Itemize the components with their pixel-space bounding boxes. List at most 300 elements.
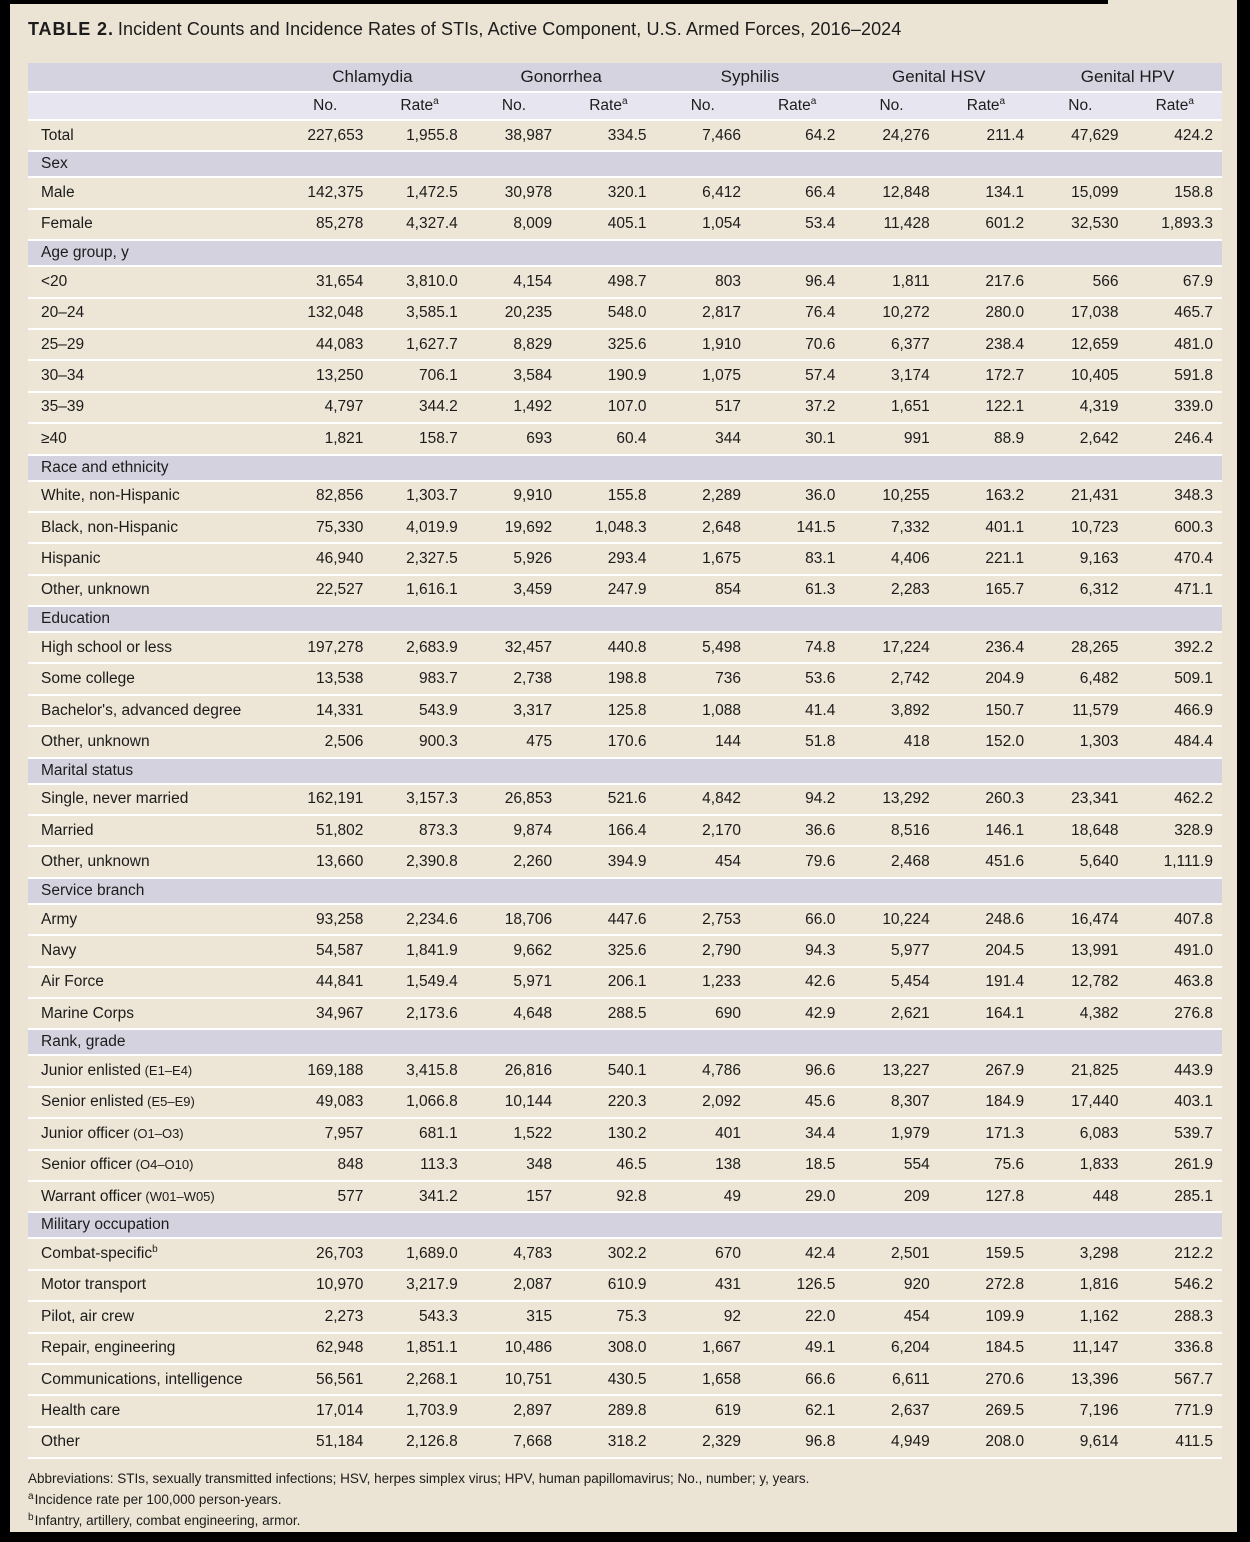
value-cell: 246.4 bbox=[1128, 424, 1222, 455]
value-cell: 1,689.0 bbox=[372, 1239, 466, 1270]
subheader-no: No. bbox=[1033, 93, 1127, 121]
value-cell: 2,170 bbox=[656, 816, 750, 847]
value-cell: 22,527 bbox=[278, 576, 372, 607]
value-cell: 280.0 bbox=[939, 299, 1033, 330]
table-number-label: TABLE 2. bbox=[28, 19, 114, 39]
value-cell: 566 bbox=[1033, 267, 1127, 298]
data-row bbox=[28, 1056, 1222, 1087]
value-cell: 26,703 bbox=[278, 1239, 372, 1270]
value-cell: 62.1 bbox=[750, 1396, 844, 1427]
footnote: $^a$Incidence rate per 100,000 person-years. bbox=[28, 1490, 282, 1508]
value-cell: 4,797 bbox=[278, 393, 372, 424]
value-cell: 1,075 bbox=[656, 361, 750, 392]
value-cell: 34,967 bbox=[278, 999, 372, 1030]
value-cell: 23,341 bbox=[1033, 785, 1127, 816]
value-cell: 2,260 bbox=[467, 847, 561, 878]
value-cell: 454 bbox=[656, 847, 750, 878]
value-cell: 848 bbox=[278, 1151, 372, 1182]
value-cell: 10,723 bbox=[1033, 513, 1127, 544]
subheader-rate: Rate$^a$ bbox=[372, 93, 466, 121]
row-label: Black, non-Hispanic bbox=[28, 513, 278, 544]
col-group-syphilis: Syphilis bbox=[656, 63, 845, 93]
value-cell: 11,579 bbox=[1033, 696, 1127, 727]
value-cell: 21,825 bbox=[1033, 1056, 1127, 1087]
subheader-rate: Rate$^a$ bbox=[561, 93, 655, 121]
row-label: Junior officer (O1–O3) bbox=[28, 1119, 278, 1150]
value-cell: 2,087 bbox=[467, 1271, 561, 1302]
value-cell: 17,224 bbox=[844, 633, 938, 664]
data-row bbox=[28, 1428, 1222, 1459]
row-label: 25–29 bbox=[28, 330, 278, 361]
value-cell: 7,466 bbox=[656, 121, 750, 152]
value-cell: 17,440 bbox=[1033, 1088, 1127, 1119]
col-group-chlamydia: Chlamydia bbox=[278, 63, 467, 93]
value-cell: 261.9 bbox=[1128, 1151, 1222, 1182]
footnote-marker-a: a bbox=[1188, 95, 1194, 107]
value-cell: 21,431 bbox=[1033, 482, 1127, 513]
value-cell: 462.2 bbox=[1128, 785, 1222, 816]
value-cell: 543.9 bbox=[372, 696, 466, 727]
value-cell: 2,753 bbox=[656, 905, 750, 936]
row-label: Rank, grade bbox=[28, 1030, 1222, 1056]
value-cell: 34.4 bbox=[750, 1119, 844, 1150]
value-cell: 2,897 bbox=[467, 1396, 561, 1427]
value-cell: 46.5 bbox=[561, 1151, 655, 1182]
value-cell: 430.5 bbox=[561, 1365, 655, 1396]
value-cell: 122.1 bbox=[939, 393, 1033, 424]
value-cell: 10,255 bbox=[844, 482, 938, 513]
value-cell: 220.3 bbox=[561, 1088, 655, 1119]
row-label: High school or less bbox=[28, 633, 278, 664]
value-cell: 328.9 bbox=[1128, 816, 1222, 847]
value-cell: 334.5 bbox=[561, 121, 655, 152]
value-cell: 1,816 bbox=[1033, 1271, 1127, 1302]
value-cell: 2,268.1 bbox=[372, 1365, 466, 1396]
data-row bbox=[28, 210, 1222, 241]
section-header-row bbox=[28, 759, 1222, 785]
value-cell: 206.1 bbox=[561, 968, 655, 999]
value-cell: 5,498 bbox=[656, 633, 750, 664]
value-cell: 132,048 bbox=[278, 299, 372, 330]
value-cell: 171.3 bbox=[939, 1119, 1033, 1150]
data-row bbox=[28, 968, 1222, 999]
value-cell: 2,234.6 bbox=[372, 905, 466, 936]
value-cell: 9,614 bbox=[1033, 1428, 1127, 1459]
value-cell: 8,829 bbox=[467, 330, 561, 361]
value-cell: 3,892 bbox=[844, 696, 938, 727]
value-cell: 8,516 bbox=[844, 816, 938, 847]
value-cell: 127.8 bbox=[939, 1182, 1033, 1213]
value-cell: 49,083 bbox=[278, 1088, 372, 1119]
value-cell: 465.7 bbox=[1128, 299, 1222, 330]
value-cell: 4,154 bbox=[467, 267, 561, 298]
value-cell: 51,184 bbox=[278, 1428, 372, 1459]
value-cell: 1,233 bbox=[656, 968, 750, 999]
value-cell: 4,406 bbox=[844, 544, 938, 575]
value-cell: 30.1 bbox=[750, 424, 844, 455]
value-cell: 14,331 bbox=[278, 696, 372, 727]
row-label: <20 bbox=[28, 267, 278, 298]
value-cell: 247.9 bbox=[561, 576, 655, 607]
value-cell: 454 bbox=[844, 1302, 938, 1333]
value-cell: 1,821 bbox=[278, 424, 372, 455]
sti-incidence-table bbox=[28, 63, 1222, 1459]
value-cell: 470.4 bbox=[1128, 544, 1222, 575]
value-cell: 1,048.3 bbox=[561, 513, 655, 544]
value-cell: 2,621 bbox=[844, 999, 938, 1030]
footnote-marker-b: b bbox=[152, 1243, 158, 1255]
row-label: Senior officer (O4–O10) bbox=[28, 1151, 278, 1182]
value-cell: 10,970 bbox=[278, 1271, 372, 1302]
value-cell: 96.4 bbox=[750, 267, 844, 298]
value-cell: 1,833 bbox=[1033, 1151, 1127, 1182]
value-cell: 2,642 bbox=[1033, 424, 1127, 455]
value-cell: 12,848 bbox=[844, 178, 938, 209]
value-cell: 38,987 bbox=[467, 121, 561, 152]
value-cell: 1,675 bbox=[656, 544, 750, 575]
table-body bbox=[28, 121, 1222, 1459]
subheader-rate: Rate$^a$ bbox=[750, 93, 844, 121]
value-cell: 5,454 bbox=[844, 968, 938, 999]
value-cell: 491.0 bbox=[1128, 936, 1222, 967]
value-cell: 24,276 bbox=[844, 121, 938, 152]
value-cell: 93,258 bbox=[278, 905, 372, 936]
value-cell: 3,157.3 bbox=[372, 785, 466, 816]
row-label: White, non-Hispanic bbox=[28, 482, 278, 513]
value-cell: 170.6 bbox=[561, 727, 655, 758]
value-cell: 6,482 bbox=[1033, 664, 1127, 695]
row-label: Health care bbox=[28, 1396, 278, 1427]
value-cell: 144 bbox=[656, 727, 750, 758]
value-cell: 341.2 bbox=[372, 1182, 466, 1213]
value-cell: 3,585.1 bbox=[372, 299, 466, 330]
value-cell: 2,637 bbox=[844, 1396, 938, 1427]
value-cell: 289.8 bbox=[561, 1396, 655, 1427]
corner-cell bbox=[28, 93, 278, 121]
value-cell: 44,841 bbox=[278, 968, 372, 999]
value-cell: 8,009 bbox=[467, 210, 561, 241]
value-cell: 2,092 bbox=[656, 1088, 750, 1119]
value-cell: 1,472.5 bbox=[372, 178, 466, 209]
footnote-marker-a: a bbox=[999, 95, 1006, 107]
value-cell: 394.9 bbox=[561, 847, 655, 878]
value-cell: 184.5 bbox=[939, 1334, 1033, 1365]
data-row bbox=[28, 1396, 1222, 1427]
data-row bbox=[28, 299, 1222, 330]
value-cell: 165.7 bbox=[939, 576, 1033, 607]
data-row bbox=[28, 121, 1222, 152]
value-cell: 155.8 bbox=[561, 482, 655, 513]
value-cell: 70.6 bbox=[750, 330, 844, 361]
footnote-marker-b: b bbox=[28, 1511, 34, 1523]
value-cell: 693 bbox=[467, 424, 561, 455]
page-background bbox=[10, 0, 1237, 1532]
subheader-rate: Rate$^a$ bbox=[939, 93, 1033, 121]
subheader-no: No. bbox=[844, 93, 938, 121]
footnote: Abbreviations: STIs, sexually transmitted infections; HSV, herpes simplex virus; HPV, human papillomavirus; No., number; y, years. bbox=[28, 1471, 810, 1487]
row-label: Military occupation bbox=[28, 1213, 1222, 1239]
value-cell: 6,083 bbox=[1033, 1119, 1127, 1150]
value-cell: 803 bbox=[656, 267, 750, 298]
value-cell: 991 bbox=[844, 424, 938, 455]
value-cell: 1,627.7 bbox=[372, 330, 466, 361]
value-cell: 2,390.8 bbox=[372, 847, 466, 878]
value-cell: 276.8 bbox=[1128, 999, 1222, 1030]
footnote-marker-a: a bbox=[28, 1490, 34, 1502]
value-cell: 12,659 bbox=[1033, 330, 1127, 361]
value-cell: 28,265 bbox=[1033, 633, 1127, 664]
value-cell: 543.3 bbox=[372, 1302, 466, 1333]
row-label: Combat-specific$^b$ bbox=[28, 1239, 278, 1270]
row-label: 20–24 bbox=[28, 299, 278, 330]
value-cell: 344.2 bbox=[372, 393, 466, 424]
value-cell: 11,428 bbox=[844, 210, 938, 241]
value-cell: 2,817 bbox=[656, 299, 750, 330]
value-cell: 288.5 bbox=[561, 999, 655, 1030]
value-cell: 36.6 bbox=[750, 816, 844, 847]
value-cell: 509.1 bbox=[1128, 664, 1222, 695]
value-cell: 619 bbox=[656, 1396, 750, 1427]
value-cell: 4,783 bbox=[467, 1239, 561, 1270]
value-cell: 49.1 bbox=[750, 1334, 844, 1365]
value-cell: 10,405 bbox=[1033, 361, 1127, 392]
value-cell: 1,910 bbox=[656, 330, 750, 361]
value-cell: 18,706 bbox=[467, 905, 561, 936]
row-label: Pilot, air crew bbox=[28, 1302, 278, 1333]
value-cell: 190.9 bbox=[561, 361, 655, 392]
value-cell: 125.8 bbox=[561, 696, 655, 727]
value-cell: 610.9 bbox=[561, 1271, 655, 1302]
row-label: Warrant officer (W01–W05) bbox=[28, 1182, 278, 1213]
data-row bbox=[28, 1088, 1222, 1119]
value-cell: 238.4 bbox=[939, 330, 1033, 361]
value-cell: 407.8 bbox=[1128, 905, 1222, 936]
value-cell: 2,501 bbox=[844, 1239, 938, 1270]
value-cell: 6,312 bbox=[1033, 576, 1127, 607]
value-cell: 1,616.1 bbox=[372, 576, 466, 607]
value-cell: 248.6 bbox=[939, 905, 1033, 936]
value-cell: 1,522 bbox=[467, 1119, 561, 1150]
value-cell: 17,014 bbox=[278, 1396, 372, 1427]
value-cell: 900.3 bbox=[372, 727, 466, 758]
value-cell: 5,977 bbox=[844, 936, 938, 967]
value-cell: 4,648 bbox=[467, 999, 561, 1030]
col-group-genital-hsv: Genital HSV bbox=[844, 63, 1033, 93]
value-cell: 209 bbox=[844, 1182, 938, 1213]
footnote-marker-a: a bbox=[433, 95, 439, 107]
value-cell: 79.6 bbox=[750, 847, 844, 878]
row-label: Other, unknown bbox=[28, 576, 278, 607]
data-row bbox=[28, 785, 1222, 816]
value-cell: 212.2 bbox=[1128, 1239, 1222, 1270]
value-cell: 221.1 bbox=[939, 544, 1033, 575]
value-cell: 484.4 bbox=[1128, 727, 1222, 758]
value-cell: 163.2 bbox=[939, 482, 1033, 513]
data-row bbox=[28, 513, 1222, 544]
value-cell: 1,492 bbox=[467, 393, 561, 424]
value-cell: 13,250 bbox=[278, 361, 372, 392]
row-label: Army bbox=[28, 905, 278, 936]
data-row bbox=[28, 482, 1222, 513]
value-cell: 2,468 bbox=[844, 847, 938, 878]
value-cell: 681.1 bbox=[372, 1119, 466, 1150]
value-cell: 109.9 bbox=[939, 1302, 1033, 1333]
data-row bbox=[28, 847, 1222, 878]
value-cell: 3,317 bbox=[467, 696, 561, 727]
row-label: Some college bbox=[28, 664, 278, 695]
value-cell: 1,851.1 bbox=[372, 1334, 466, 1365]
data-row bbox=[28, 1365, 1222, 1396]
value-cell: 424.2 bbox=[1128, 121, 1222, 152]
section-header-row bbox=[28, 1213, 1222, 1239]
row-label: Marine Corps bbox=[28, 999, 278, 1030]
section-header-row bbox=[28, 456, 1222, 482]
value-cell: 517 bbox=[656, 393, 750, 424]
value-cell: 308.0 bbox=[561, 1334, 655, 1365]
value-cell: 481.0 bbox=[1128, 330, 1222, 361]
row-label: Age group, y bbox=[28, 241, 1222, 267]
value-cell: 42.4 bbox=[750, 1239, 844, 1270]
value-cell: 1,054 bbox=[656, 210, 750, 241]
value-cell: 521.6 bbox=[561, 785, 655, 816]
value-cell: 920 bbox=[844, 1271, 938, 1302]
value-cell: 3,415.8 bbox=[372, 1056, 466, 1087]
value-cell: 26,816 bbox=[467, 1056, 561, 1087]
value-cell: 204.5 bbox=[939, 936, 1033, 967]
value-cell: 75.6 bbox=[939, 1151, 1033, 1182]
data-row bbox=[28, 178, 1222, 209]
data-row bbox=[28, 1334, 1222, 1365]
value-cell: 325.6 bbox=[561, 936, 655, 967]
value-cell: 13,292 bbox=[844, 785, 938, 816]
value-cell: 2,648 bbox=[656, 513, 750, 544]
value-cell: 9,662 bbox=[467, 936, 561, 967]
value-cell: 267.9 bbox=[939, 1056, 1033, 1087]
subheader-no: No. bbox=[656, 93, 750, 121]
value-cell: 88.9 bbox=[939, 424, 1033, 455]
value-cell: 1,667 bbox=[656, 1334, 750, 1365]
value-cell: 463.8 bbox=[1128, 968, 1222, 999]
value-cell: 56,561 bbox=[278, 1365, 372, 1396]
value-cell: 3,298 bbox=[1033, 1239, 1127, 1270]
value-cell: 2,173.6 bbox=[372, 999, 466, 1030]
row-label: Other, unknown bbox=[28, 727, 278, 758]
column-subheader-row bbox=[28, 93, 1222, 121]
value-cell: 74.8 bbox=[750, 633, 844, 664]
value-cell: 5,640 bbox=[1033, 847, 1127, 878]
value-cell: 57.4 bbox=[750, 361, 844, 392]
value-cell: 94.3 bbox=[750, 936, 844, 967]
footnotes bbox=[28, 1468, 1222, 1531]
value-cell: 2,738 bbox=[467, 664, 561, 695]
value-cell: 30,978 bbox=[467, 178, 561, 209]
value-cell: 5,971 bbox=[467, 968, 561, 999]
value-cell: 166.4 bbox=[561, 816, 655, 847]
data-row bbox=[28, 544, 1222, 575]
data-row bbox=[28, 905, 1222, 936]
table-title-text: Incident Counts and Incidence Rates of STIs, Active Component, U.S. Armed Forces, 2016–2024 bbox=[117, 19, 902, 39]
value-cell: 11,147 bbox=[1033, 1334, 1127, 1365]
value-cell: 2,273 bbox=[278, 1302, 372, 1333]
section-header-row bbox=[28, 1030, 1222, 1056]
value-cell: 2,506 bbox=[278, 727, 372, 758]
row-label: Other bbox=[28, 1428, 278, 1459]
value-cell: 475 bbox=[467, 727, 561, 758]
value-cell: 20,235 bbox=[467, 299, 561, 330]
value-cell: 13,227 bbox=[844, 1056, 938, 1087]
data-row bbox=[28, 1239, 1222, 1270]
corner-cell bbox=[28, 63, 278, 93]
value-cell: 32,530 bbox=[1033, 210, 1127, 241]
value-cell: 159.5 bbox=[939, 1239, 1033, 1270]
value-cell: 107.0 bbox=[561, 393, 655, 424]
data-row bbox=[28, 999, 1222, 1030]
value-cell: 67.9 bbox=[1128, 267, 1222, 298]
value-cell: 4,319 bbox=[1033, 393, 1127, 424]
row-label: Motor transport bbox=[28, 1271, 278, 1302]
row-label: 30–34 bbox=[28, 361, 278, 392]
value-cell: 227,653 bbox=[278, 121, 372, 152]
value-cell: 5,926 bbox=[467, 544, 561, 575]
value-cell: 1,111.9 bbox=[1128, 847, 1222, 878]
value-cell: 7,332 bbox=[844, 513, 938, 544]
value-cell: 325.6 bbox=[561, 330, 655, 361]
value-cell: 66.6 bbox=[750, 1365, 844, 1396]
value-cell: 236.4 bbox=[939, 633, 1033, 664]
value-cell: 1,703.9 bbox=[372, 1396, 466, 1427]
value-cell: 554 bbox=[844, 1151, 938, 1182]
value-cell: 293.4 bbox=[561, 544, 655, 575]
data-row bbox=[28, 1119, 1222, 1150]
value-cell: 405.1 bbox=[561, 210, 655, 241]
value-cell: 53.4 bbox=[750, 210, 844, 241]
data-row bbox=[28, 816, 1222, 847]
value-cell: 1,303.7 bbox=[372, 482, 466, 513]
value-cell: 208.0 bbox=[939, 1428, 1033, 1459]
value-cell: 260.3 bbox=[939, 785, 1033, 816]
row-label: Marital status bbox=[28, 759, 1222, 785]
value-cell: 498.7 bbox=[561, 267, 655, 298]
value-cell: 1,651 bbox=[844, 393, 938, 424]
value-cell: 270.6 bbox=[939, 1365, 1033, 1396]
value-cell: 94.2 bbox=[750, 785, 844, 816]
value-cell: 204.9 bbox=[939, 664, 1033, 695]
value-cell: 8,307 bbox=[844, 1088, 938, 1119]
value-cell: 184.9 bbox=[939, 1088, 1033, 1119]
value-cell: 85,278 bbox=[278, 210, 372, 241]
row-label: Sex bbox=[28, 152, 1222, 178]
value-cell: 66.4 bbox=[750, 178, 844, 209]
value-cell: 315 bbox=[467, 1302, 561, 1333]
value-cell: 76.4 bbox=[750, 299, 844, 330]
value-cell: 37.2 bbox=[750, 393, 844, 424]
value-cell: 9,874 bbox=[467, 816, 561, 847]
value-cell: 66.0 bbox=[750, 905, 844, 936]
value-cell: 169,188 bbox=[278, 1056, 372, 1087]
value-cell: 471.1 bbox=[1128, 576, 1222, 607]
value-cell: 443.9 bbox=[1128, 1056, 1222, 1087]
value-cell: 9,910 bbox=[467, 482, 561, 513]
value-cell: 16,474 bbox=[1033, 905, 1127, 936]
value-cell: 4,786 bbox=[656, 1056, 750, 1087]
subheader-no: No. bbox=[467, 93, 561, 121]
subheader-no: No. bbox=[278, 93, 372, 121]
value-cell: 10,751 bbox=[467, 1365, 561, 1396]
value-cell: 539.7 bbox=[1128, 1119, 1222, 1150]
value-cell: 64.2 bbox=[750, 121, 844, 152]
value-cell: 7,196 bbox=[1033, 1396, 1127, 1427]
value-cell: 141.5 bbox=[750, 513, 844, 544]
